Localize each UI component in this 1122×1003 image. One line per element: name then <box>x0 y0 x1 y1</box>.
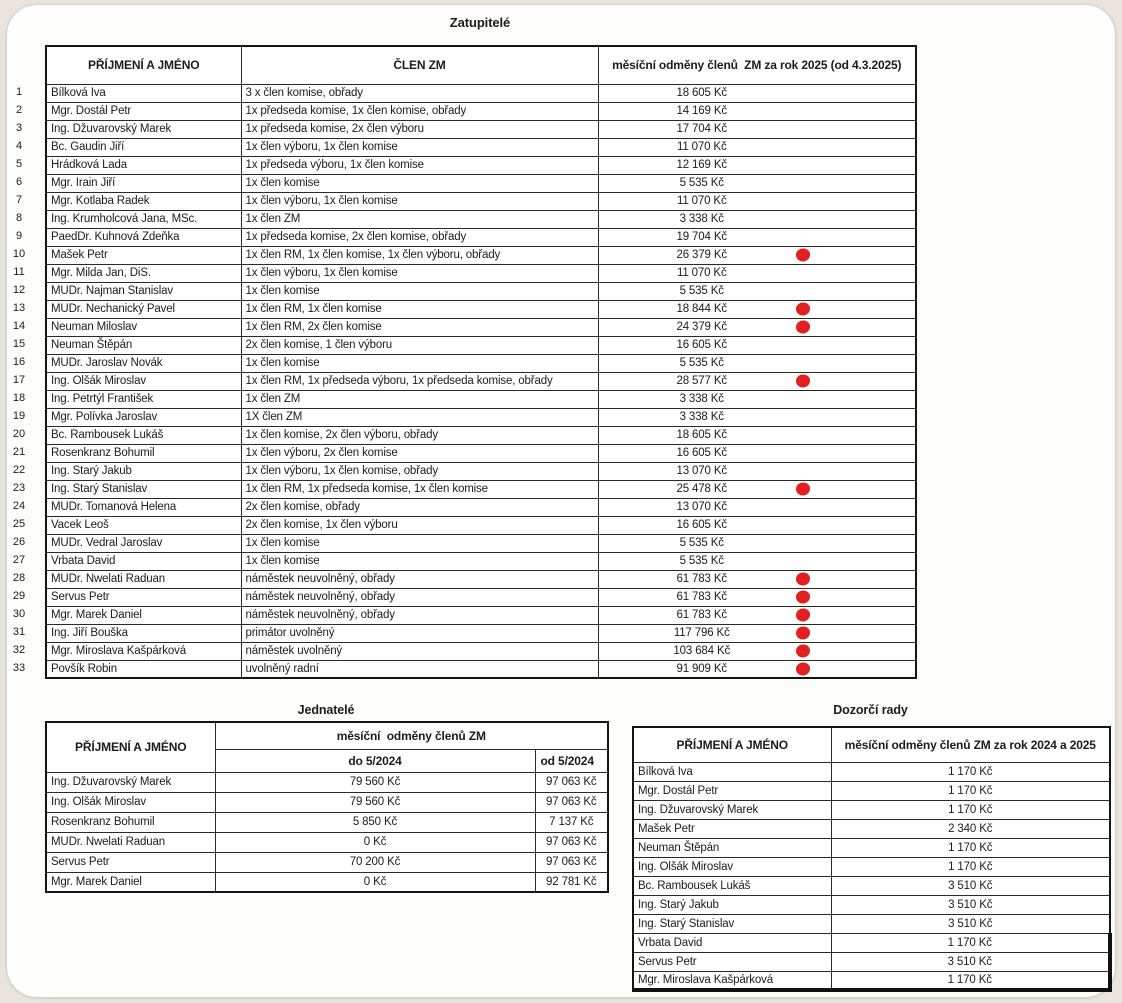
name-cell: Ing. Jiří Bouška <box>46 624 241 642</box>
table-row <box>46 84 916 102</box>
red-dot-marker <box>796 573 810 586</box>
table-row <box>46 372 916 390</box>
row-number: 25 <box>12 518 26 530</box>
table-row <box>46 156 916 174</box>
role-cell: 1x člen výboru, 1x člen komise <box>241 264 598 282</box>
row-number: 20 <box>12 428 26 440</box>
name-cell: MUDr. Nechanický Pavel <box>46 300 241 318</box>
name-cell: Neuman Miloslav <box>46 318 241 336</box>
column-header-name: PŘÍJMENÍ A JMÉNO <box>46 722 215 772</box>
amount-cell: 16 605 Kč <box>598 444 916 462</box>
row-number: 2 <box>15 104 23 116</box>
table-row <box>46 588 916 606</box>
role-cell: 1x člen výboru, 2x člen komise <box>241 444 598 462</box>
table-row <box>633 762 1110 781</box>
role-cell: 1x předseda komise, 1x člen komise, obřady <box>241 102 598 120</box>
dozorci-header-row <box>633 727 1110 762</box>
role-cell: 1x člen výboru, 1x člen komise, obřady <box>241 462 598 480</box>
amount-cell: 61 783 Kč <box>598 570 916 588</box>
name-cell: Vrbata David <box>633 933 831 952</box>
amount-cell: 1 170 Kč <box>831 838 1110 857</box>
amount-do-cell: 79 560 Kč <box>215 772 535 792</box>
role-cell: 1x člen komise <box>241 354 598 372</box>
name-cell: Ing. Starý Stanislav <box>633 914 831 933</box>
table-row <box>46 852 608 872</box>
name-cell: Bílková Iva <box>633 762 831 781</box>
amount-cell: 5 535 Kč <box>598 552 916 570</box>
row-number: 4 <box>15 140 23 152</box>
amount-cell: 11 070 Kč <box>598 192 916 210</box>
role-cell: 1x člen komise <box>241 552 598 570</box>
table-row <box>46 264 916 282</box>
amount-cell: 3 338 Kč <box>598 408 916 426</box>
amount-cell: 1 170 Kč <box>831 933 1110 952</box>
amount-cell: 3 510 Kč <box>831 914 1110 933</box>
table-row <box>46 552 916 570</box>
name-cell: Rosenkranz Bohumil <box>46 444 241 462</box>
table-row <box>46 408 916 426</box>
amount-cell: 24 379 Kč <box>598 318 916 336</box>
main-table <box>45 45 917 679</box>
row-number: 24 <box>12 500 26 512</box>
amount-cell: 11 070 Kč <box>598 138 916 156</box>
table-row <box>46 792 608 812</box>
main-table-title: Zatupitelé <box>449 15 511 30</box>
table-row <box>633 914 1110 933</box>
name-cell: Ing. Olšák Miroslav <box>46 792 215 812</box>
table-row <box>46 318 916 336</box>
red-dot-marker <box>796 321 810 334</box>
row-number: 10 <box>12 248 26 260</box>
column-header-group: měsíční odměny členů ZM <box>215 722 608 749</box>
table-row <box>46 210 916 228</box>
name-cell: Ing. Petrtýl František <box>46 390 241 408</box>
role-cell: 1x člen ZM <box>241 210 598 228</box>
red-dot-marker <box>796 662 810 675</box>
name-cell: MUDr. Najman Stanislav <box>46 282 241 300</box>
red-dot-marker <box>796 609 810 622</box>
name-cell: MUDr. Tomanová Helena <box>46 498 241 516</box>
row-number: 32 <box>12 644 26 656</box>
role-cell: 1x člen komise, 2x člen výboru, obřady <box>241 426 598 444</box>
column-header-amount: měsíční odměny členů ZM za rok 2024 a 2025 <box>831 727 1110 762</box>
row-number: 5 <box>15 158 23 170</box>
table-row <box>46 480 916 498</box>
row-number: 30 <box>12 608 26 620</box>
table-row <box>46 138 916 156</box>
red-dot-marker <box>796 249 810 262</box>
amount-cell: 5 535 Kč <box>598 534 916 552</box>
amount-cell: 61 783 Kč <box>598 606 916 624</box>
jednatele-table-title: Jednatelé <box>297 703 355 717</box>
amount-cell: 19 704 Kč <box>598 228 916 246</box>
role-cell: 1x člen ZM <box>241 390 598 408</box>
name-cell: Bílková Iva <box>46 84 241 102</box>
name-cell: Bc. Rambousek Lukáš <box>633 876 831 895</box>
name-cell: Bc. Gaudin Jiří <box>46 138 241 156</box>
table-row <box>46 300 916 318</box>
name-cell: Servus Petr <box>46 852 215 872</box>
table-row <box>46 102 916 120</box>
table-row <box>46 426 916 444</box>
table-row <box>46 192 916 210</box>
table-row <box>46 120 916 138</box>
role-cell: 1x člen RM, 2x člen komise <box>241 318 598 336</box>
column-header-od: od 5/2024 <box>535 749 608 772</box>
table-row <box>46 570 916 588</box>
amount-cell: 18 844 Kč <box>598 300 916 318</box>
table-row <box>46 462 916 480</box>
row-number: 26 <box>12 536 26 548</box>
amount-cell: 28 577 Kč <box>598 372 916 390</box>
column-header-role: ČLEN ZM <box>241 46 598 84</box>
role-cell: náměstek neuvolněný, obřady <box>241 588 598 606</box>
name-cell: Ing. Džuvarovský Marek <box>46 120 241 138</box>
column-header-name: PŘÍJMENÍ A JMÉNO <box>46 46 241 84</box>
name-cell: Vrbata David <box>46 552 241 570</box>
amount-cell: 11 070 Kč <box>598 264 916 282</box>
role-cell: náměstek neuvolněný, obřady <box>241 606 598 624</box>
red-dot-marker <box>796 375 810 388</box>
row-number: 14 <box>12 320 26 332</box>
table-row <box>46 642 916 660</box>
row-number: 8 <box>15 212 23 224</box>
name-cell: Servus Petr <box>633 952 831 971</box>
amount-cell: 1 170 Kč <box>831 762 1110 781</box>
red-dot-marker <box>796 645 810 658</box>
name-cell: Ing. Starý Jakub <box>633 895 831 914</box>
table-row <box>633 895 1110 914</box>
table-row <box>46 772 608 792</box>
amount-cell: 117 796 Kč <box>598 624 916 642</box>
table-row <box>46 390 916 408</box>
amount-cell: 3 510 Kč <box>831 876 1110 895</box>
amount-cell: 14 169 Kč <box>598 102 916 120</box>
name-cell: Povšík Robin <box>46 660 241 678</box>
column-header-amount: měsíční odměny členů ZM za rok 2025 (od 4.3.2025) <box>598 46 916 84</box>
role-cell: 1x předseda komise, 2x člen výboru <box>241 120 598 138</box>
row-number: 27 <box>12 554 26 566</box>
amount-cell: 1 170 Kč <box>831 781 1110 800</box>
row-number: 16 <box>12 356 26 368</box>
row-number: 3 <box>15 122 23 134</box>
role-cell: 1x člen komise <box>241 282 598 300</box>
name-cell: Neuman Štěpán <box>633 838 831 857</box>
table-row <box>633 857 1110 876</box>
table-row <box>46 832 608 852</box>
amount-do-cell: 79 560 Kč <box>215 792 535 812</box>
red-dot-marker <box>796 483 810 496</box>
row-number: 6 <box>15 176 23 188</box>
role-cell: náměstek uvolněný <box>241 642 598 660</box>
column-header-name: PŘÍJMENÍ A JMÉNO <box>633 727 831 762</box>
role-cell: 1x člen výboru, 1x člen komise <box>241 192 598 210</box>
row-number: 7 <box>15 194 23 206</box>
role-cell: 1x člen komise <box>241 174 598 192</box>
role-cell: 1x člen RM, 1x člen komise <box>241 300 598 318</box>
amount-cell: 3 510 Kč <box>831 895 1110 914</box>
role-cell: 2x člen komise, 1 člen výboru <box>241 336 598 354</box>
row-number: 13 <box>12 302 26 314</box>
role-cell: 1x předseda výboru, 1x člen komise <box>241 156 598 174</box>
table-row <box>633 838 1110 857</box>
name-cell: Ing. Olšák Miroslav <box>633 857 831 876</box>
role-cell: 1x předseda komise, 2x člen komise, obřady <box>241 228 598 246</box>
name-cell: Mgr. Dostál Petr <box>633 781 831 800</box>
name-cell: Ing. Starý Jakub <box>46 462 241 480</box>
table-row <box>46 516 916 534</box>
role-cell: 1x člen RM, 1x předseda výboru, 1x předseda komise, obřady <box>241 372 598 390</box>
name-cell: Mašek Petr <box>633 819 831 838</box>
amount-cell: 61 783 Kč <box>598 588 916 606</box>
document-page <box>7 5 1115 997</box>
table-row <box>46 354 916 372</box>
table-row <box>633 952 1110 971</box>
table-row <box>633 876 1110 895</box>
amount-od-cell: 97 063 Kč <box>535 832 608 852</box>
amount-cell: 16 605 Kč <box>598 336 916 354</box>
table-row <box>46 246 916 264</box>
row-number: 9 <box>15 230 23 242</box>
name-cell: Mgr. Miroslava Kašpárková <box>46 642 241 660</box>
role-cell: 3 x člen komise, obřady <box>241 84 598 102</box>
row-number: 17 <box>12 374 26 386</box>
name-cell: Neuman Štěpán <box>46 336 241 354</box>
amount-cell: 17 704 Kč <box>598 120 916 138</box>
table-row <box>46 872 608 892</box>
name-cell: MUDr. Vedral Jaroslav <box>46 534 241 552</box>
name-cell: Rosenkranz Bohumil <box>46 812 215 832</box>
amount-od-cell: 97 063 Kč <box>535 852 608 872</box>
role-cell: 1x člen výboru, 1x člen komise <box>241 138 598 156</box>
amount-cell: 18 605 Kč <box>598 426 916 444</box>
table-row <box>633 819 1110 838</box>
row-number: 23 <box>12 482 26 494</box>
amount-cell: 26 379 Kč <box>598 246 916 264</box>
role-cell: 1x člen RM, 1x předseda komise, 1x člen komise <box>241 480 598 498</box>
name-cell: Mgr. Irain Jiří <box>46 174 241 192</box>
amount-cell: 16 605 Kč <box>598 516 916 534</box>
red-dot-marker <box>796 627 810 640</box>
name-cell: Mgr. Polívka Jaroslav <box>46 408 241 426</box>
amount-do-cell: 0 Kč <box>215 832 535 852</box>
row-number: 12 <box>12 284 26 296</box>
table-row <box>633 800 1110 819</box>
role-cell: uvolněný radní <box>241 660 598 678</box>
row-number: 21 <box>12 446 26 458</box>
amount-od-cell: 97 063 Kč <box>535 792 608 812</box>
role-cell: 1X člen ZM <box>241 408 598 426</box>
amount-cell: 1 170 Kč <box>831 971 1110 990</box>
role-cell: náměstek neuvolněný, obřady <box>241 570 598 588</box>
amount-cell: 5 535 Kč <box>598 282 916 300</box>
dozorci-table-title: Dozorčí rady <box>833 703 908 717</box>
jednatele-header-row-1 <box>46 722 608 749</box>
role-cell: primátor uvolněný <box>241 624 598 642</box>
name-cell: Ing. Džuvarovský Marek <box>46 772 215 792</box>
amount-cell: 1 170 Kč <box>831 857 1110 876</box>
table-row <box>46 228 916 246</box>
name-cell: MUDr. Nwelati Raduan <box>46 832 215 852</box>
table-row <box>46 282 916 300</box>
name-cell: Mgr. Dostál Petr <box>46 102 241 120</box>
amount-cell: 2 340 Kč <box>831 819 1110 838</box>
amount-od-cell: 97 063 Kč <box>535 772 608 792</box>
red-dot-marker <box>796 303 810 316</box>
table-row <box>46 498 916 516</box>
column-header-do: do 5/2024 <box>215 749 535 772</box>
name-cell: Vacek Leoš <box>46 516 241 534</box>
row-number: 11 <box>13 266 25 278</box>
table-row <box>46 606 916 624</box>
row-number: 33 <box>12 662 26 674</box>
row-number: 15 <box>12 338 26 350</box>
amount-cell: 5 535 Kč <box>598 174 916 192</box>
dozorci-table <box>632 726 1112 992</box>
jednatele-table <box>45 721 609 893</box>
name-cell: Ing. Džuvarovský Marek <box>633 800 831 819</box>
amount-od-cell: 92 781 Kč <box>535 872 608 892</box>
table-row <box>633 933 1110 952</box>
amount-cell: 25 478 Kč <box>598 480 916 498</box>
row-number-column <box>7 83 31 677</box>
name-cell: Mgr. Miroslava Kašpárková <box>633 971 831 990</box>
amount-do-cell: 5 850 Kč <box>215 812 535 832</box>
table-row <box>633 781 1110 800</box>
name-cell: MUDr. Jaroslav Novák <box>46 354 241 372</box>
name-cell: Mgr. Milda Jan, DiS. <box>46 264 241 282</box>
name-cell: Ing. Olšák Miroslav <box>46 372 241 390</box>
amount-cell: 3 338 Kč <box>598 210 916 228</box>
amount-cell: 13 070 Kč <box>598 462 916 480</box>
role-cell: 2x člen komise, obřady <box>241 498 598 516</box>
table-row <box>46 812 608 832</box>
name-cell: Bc. Rambousek Lukáš <box>46 426 241 444</box>
amount-cell: 3 510 Kč <box>831 952 1110 971</box>
table-row <box>46 534 916 552</box>
row-number: 1 <box>15 86 23 98</box>
table-row <box>46 174 916 192</box>
amount-do-cell: 70 200 Kč <box>215 852 535 872</box>
amount-cell: 91 909 Kč <box>598 660 916 678</box>
red-dot-marker <box>796 591 810 604</box>
main-table-header-row <box>46 46 916 84</box>
name-cell: Mgr. Marek Daniel <box>46 606 241 624</box>
amount-cell: 18 605 Kč <box>598 84 916 102</box>
table-row <box>46 624 916 642</box>
amount-cell: 3 338 Kč <box>598 390 916 408</box>
amount-cell: 13 070 Kč <box>598 498 916 516</box>
amount-od-cell: 7 137 Kč <box>535 812 608 832</box>
row-number: 22 <box>12 464 26 476</box>
row-number: 29 <box>12 590 26 602</box>
role-cell: 1x člen RM, 1x člen komise, 1x člen výboru, obřady <box>241 246 598 264</box>
name-cell: Hrádková Lada <box>46 156 241 174</box>
table-row <box>46 444 916 462</box>
name-cell: PaedDr. Kuhnová Zdeňka <box>46 228 241 246</box>
name-cell: Mašek Petr <box>46 246 241 264</box>
role-cell: 1x člen komise <box>241 534 598 552</box>
table-row <box>633 971 1110 990</box>
name-cell: Ing. Krumholcová Jana, MSc. <box>46 210 241 228</box>
row-number: 28 <box>12 572 26 584</box>
name-cell: MUDr. Nwelati Raduan <box>46 570 241 588</box>
row-number: 19 <box>12 410 26 422</box>
row-number: 31 <box>12 626 26 638</box>
name-cell: Mgr. Kotlaba Radek <box>46 192 241 210</box>
amount-cell: 1 170 Kč <box>831 800 1110 819</box>
table-row <box>46 336 916 354</box>
amount-cell: 103 684 Kč <box>598 642 916 660</box>
amount-cell: 12 169 Kč <box>598 156 916 174</box>
name-cell: Mgr. Marek Daniel <box>46 872 215 892</box>
role-cell: 2x člen komise, 1x člen výboru <box>241 516 598 534</box>
name-cell: Ing. Starý Stanislav <box>46 480 241 498</box>
amount-do-cell: 0 Kč <box>215 872 535 892</box>
table-row <box>46 660 916 678</box>
amount-cell: 5 535 Kč <box>598 354 916 372</box>
row-number: 18 <box>12 392 26 404</box>
name-cell: Servus Petr <box>46 588 241 606</box>
